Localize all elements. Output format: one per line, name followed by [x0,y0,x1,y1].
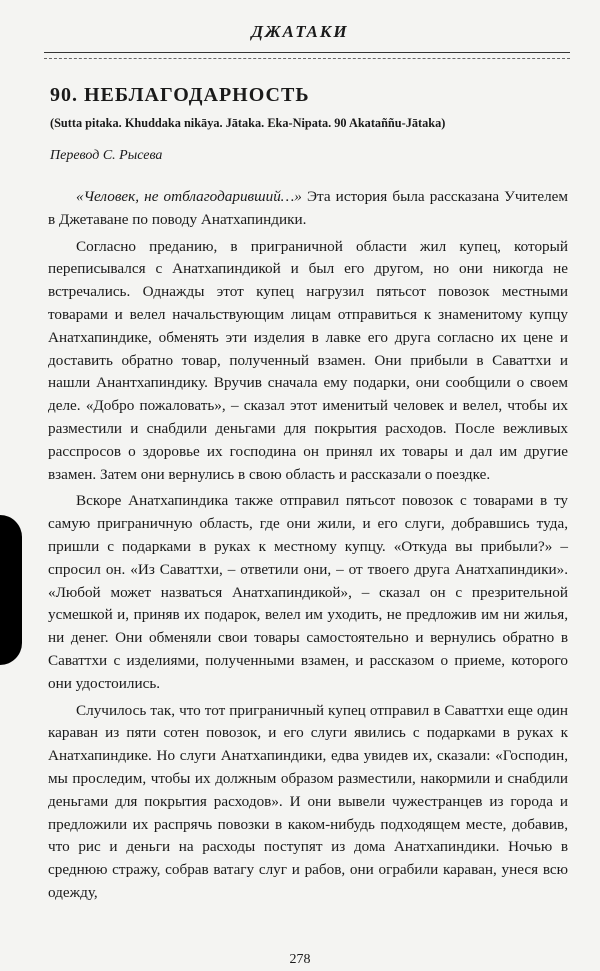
intro-text: Эта история была рассказана Учителем в Джетаване по поводу Анатхапиндики. [48,188,568,228]
paragraph-intro [48,186,568,232]
article-title: 90. НЕБЛАГОДАРНОСТЬ [50,84,310,106]
translator-credit: Перевод С. Рысева [50,148,163,163]
header-rule-dashed [44,58,570,59]
page-number: 278 [289,952,311,967]
paragraph: Случилось так, что тот приграничный купец отправил в Саваттхи еще один караван из пяти сотен повозок, и его слуги явились с подарками в руках к Анатхапиндике. Но слуги Анатхапиндики, едва увидев их, сказали: «Господин, мы проследим, чтобы их должным образом разместили, накормили и снабдили деньгами для покрытия расходов». И они вывели чужестранцев из города и предложили их распрячь повозки в каком-нибудь подходящем месте, добавив, что рис и деньги на расходы поступят из дома Анатхапиндики. Ночью в среднюю стражу, собрав ватагу слуг и рабов, они ограбили караван, унеся всю одежду, [48,701,568,901]
page-edge-shadow [0,515,22,665]
paragraph: Вскоре Анатхапиндика также отправил пятьсот повозок с товарами в ту самую приграничную область, где они жили, и его слуги, добравшись туда, пришли с подарками в руках к местному купцу. «Откуда вы прибыли?» – спросил он. «Из Саваттхи, – ответили они, – от твоего друга Анатхапиндики». «Любой может назваться Анатхапиндикой», – сказал он с презрительной усмешкой и, приняв их подарок, велел им уходить, не предложив им ни жилья, ни денег. Они обменяли свои товары самостоятельно и вернулись обратно в Саваттхи с изделиями, полученными взамен, и рассказом о приеме, которого они удостоились. [48,492,568,692]
running-header: ДЖАТАКИ [251,22,349,41]
article-body [48,186,568,909]
article-source: (Sutta pitaka. Khuddaka nikāya. Jātaka. Eka-Nipata. 90 Akataññu-Jātaka) [50,116,446,130]
intro-quote: «Человек, не отблагодаривший…» [76,188,302,205]
header-rule [44,52,570,53]
paragraph: Согласно преданию, в приграничной области жил купец, который переписывался с Анатхапиндикой и был его другом, но они никогда не встречались. Однажды этот купец нагрузил пятьсот повозок местными товарами и велел начальствующим лицам отправиться к знаменитому купцу Анатхапиндике, обменять эти изделия в лавке его друга согласно их цене и доставить обратно товар, полученный взамен. Они прибыли в Саваттхи и нашли Анантхапиндику. Вручив сначала ему подарки, они сообщили о своем деле. «Добро пожаловать», – сказал этот именитый человек и велел, чтобы их разместили и снабдили деньгами для покрытия расходов. После вежливых расспросов о здоровье их господина он принял их товары и дал им другие взамен. Затем они вернулись в свою область и рассказали о поездке. [48,237,568,483]
